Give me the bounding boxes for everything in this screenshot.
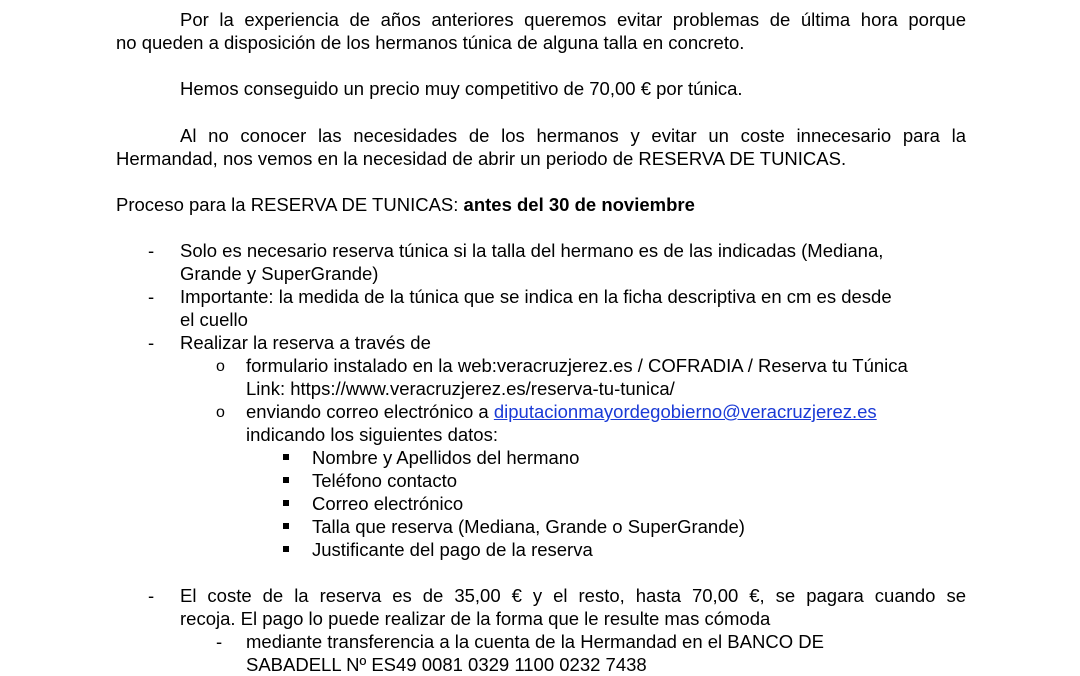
paragraph-1-line-2: no queden a disposición de los hermanos túnica de alguna talla en concreto. <box>116 32 745 53</box>
sub-item-3-line-2: SABADELL Nº ES49 0081 0329 1100 0232 7438 <box>246 654 647 675</box>
data-item: Teléfono contacto <box>312 470 458 491</box>
square-bullet-icon <box>283 477 289 483</box>
list-item-2-line-2: el cuello <box>180 309 248 330</box>
sub-item-3-line-1: mediante transferencia a la cuenta de la Hermandad en el BANCO DE <box>246 631 824 652</box>
data-item: Correo electrónico <box>312 493 464 514</box>
email-link[interactable]: diputacionmayordegobierno@veracruzjerez.es <box>493 401 877 422</box>
sub-bullet-circle-1: o <box>216 358 225 375</box>
square-bullet-icon <box>283 454 289 460</box>
document-page <box>116 0 966 675</box>
process-deadline: antes del 30 de noviembre <box>463 194 695 215</box>
sub-item-2-prefix: enviando correo electrónico a <box>246 401 494 422</box>
square-bullet-icon <box>283 523 289 529</box>
data-item: Nombre y Apellidos del hermano <box>312 447 580 468</box>
list-item-4-line-1: El coste de la reserva es de 35,00 € y el resto, hasta 70,00 €, se pagara cuando se <box>180 585 966 606</box>
square-bullet-icon <box>283 546 289 552</box>
list-dash-4: - <box>148 585 155 606</box>
sub-item-2-line-2: indicando los siguientes datos: <box>246 424 498 445</box>
data-item: Talla que reserva (Mediana, Grande o SuperGrande) <box>312 516 745 537</box>
paragraph-1-line-1: Por la experiencia de años anteriores queremos evitar problemas de última hora porque <box>180 9 966 30</box>
list-dash-1: - <box>148 240 155 261</box>
square-bullet-icon <box>283 500 289 506</box>
process-heading <box>116 193 695 216</box>
paragraph-2: Hemos conseguido un precio muy competitivo de 70,00 € por túnica. <box>180 78 743 99</box>
list-item-1-line-2: Grande y SuperGrande) <box>180 263 379 284</box>
sub-item-1-line-2: Link: https://www.veracruzjerez.es/reserva-tu-tunica/ <box>246 378 675 399</box>
sub-item-1-line-1: formulario instalado en la web:veracruzjerez.es / COFRADIA / Reserva tu Túnica <box>246 355 908 376</box>
list-dash-2: - <box>148 286 155 307</box>
process-intro: Proceso para la RESERVA DE TUNICAS: <box>116 194 464 215</box>
list-item-3: Realizar la reserva a través de <box>180 332 431 353</box>
paragraph-3-line-2: Hermandad, nos vemos en la necesidad de abrir un periodo de RESERVA DE TUNICAS. <box>116 148 847 169</box>
sub-dash-3: - <box>216 631 223 652</box>
list-item-4-line-2: recoja. El pago lo puede realizar de la forma que le resulte mas cómoda <box>180 608 771 629</box>
sub-bullet-circle-2: o <box>216 404 225 421</box>
list-item-2-line-1: Importante: la medida de la túnica que se indica en la ficha descriptiva en cm es desde <box>180 286 892 307</box>
paragraph-3-line-1: Al no conocer las necesidades de los hermanos y evitar un coste innecesario para la <box>180 125 966 146</box>
data-item: Justificante del pago de la reserva <box>312 539 593 560</box>
list-item-1-line-1: Solo es necesario reserva túnica si la talla del hermano es de las indicadas (Mediana, <box>180 240 884 261</box>
list-dash-3: - <box>148 332 155 353</box>
sub-item-2-line-1 <box>246 400 877 423</box>
